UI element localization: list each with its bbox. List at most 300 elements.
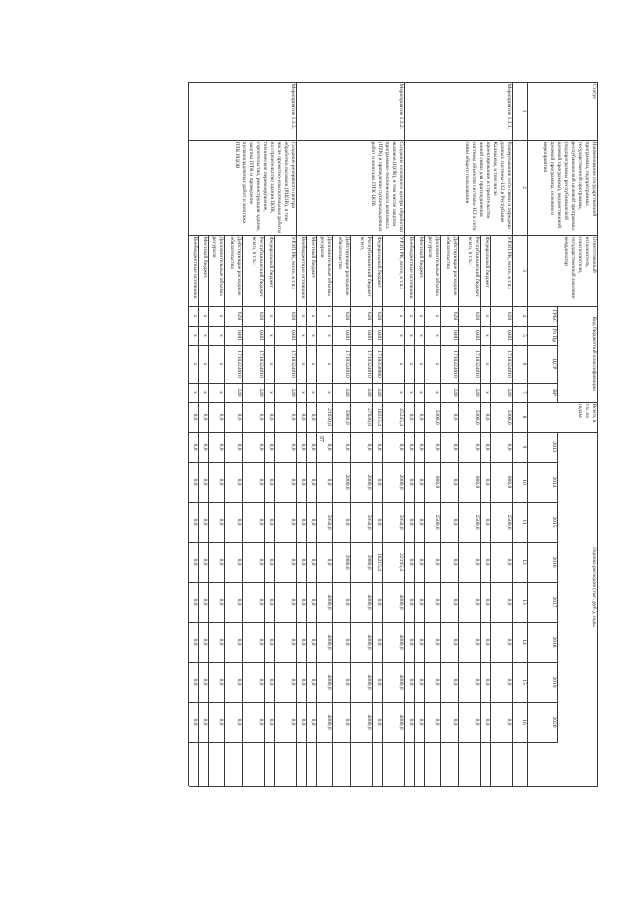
funding-source: Федеральный бюджет: [484, 236, 490, 288]
year-value: 0,0: [268, 518, 274, 526]
year-value: 0,0: [376, 518, 382, 526]
column-number-13: 13: [521, 599, 527, 605]
year-value: 0,0: [506, 718, 512, 726]
year-value: 0,0: [268, 678, 274, 686]
year-value: 4000,0: [366, 634, 372, 650]
column-number-2: 2: [521, 186, 527, 189]
year-header-2017: 2017: [551, 596, 557, 608]
year-value: 0,0: [192, 443, 198, 451]
year-value: 0,0: [268, 443, 274, 451]
estimate-header: Оценка расходов (тыс. руб.), годы: [591, 547, 597, 627]
year-value: 0,0: [344, 718, 350, 726]
funding-source: УРЗП РК, всего, в т.ч.:: [290, 236, 296, 290]
year-value: 0,0: [236, 598, 242, 606]
year-value: 0,0: [506, 558, 512, 566]
total-value: 3300,0: [506, 409, 512, 425]
year-value: 2500,0: [474, 514, 480, 530]
budget-table: [40, 82, 598, 882]
year-value: 0,0: [300, 678, 306, 686]
year-value: 0,0: [474, 638, 480, 646]
csr-cell: 1710324010: [506, 350, 512, 378]
rzpr-cell: х: [310, 334, 316, 337]
year-value: 0,0: [202, 518, 208, 526]
rzpr-cell: 0401: [236, 330, 242, 341]
column-number-4: 4: [521, 314, 527, 318]
year-header-2014: 2014: [551, 476, 557, 488]
funding-source: Местный бюджет: [418, 236, 424, 278]
year-value: 0,0: [452, 718, 458, 726]
year-value: 3980,0: [366, 554, 372, 570]
year-value: 0,0: [268, 718, 274, 726]
name-header: Наименование государственной программы, подпрограммы государственной программы, республиканской целевой программы (подпрограммы республиканской целевой программы), ведомственной целевой программы, основного мероприятия: [542, 141, 597, 230]
year-value: 0,0: [434, 598, 440, 606]
year-value: 0,0: [474, 678, 480, 686]
year-value: 0,0: [506, 598, 512, 606]
grbs-cell: х: [326, 314, 332, 318]
year-value: 0,0: [218, 443, 224, 451]
year-header-2019: 2019: [551, 676, 557, 688]
year-value: 0,0: [290, 718, 296, 726]
grbs-cell: х: [218, 314, 224, 318]
funding-source: Федеральный бюджет: [376, 236, 382, 288]
year-value: 2000,0: [366, 474, 372, 490]
rzpr-cell: х: [300, 334, 306, 337]
page-number: 97: [318, 436, 324, 442]
year-value: 18215,4: [376, 553, 382, 571]
year-value: 0,0: [202, 558, 208, 566]
measure-name: Развертывание сети связи и передачи данных системы-112 в Республике Калмыкия, в том числе проектирование и строительство линий связи для присоединения системы объектов системы-112 к сети связи общего пользования: [464, 141, 512, 231]
csr-cell: х: [418, 362, 424, 366]
year-value: 0,0: [310, 598, 316, 606]
csr-cell: 1710324010: [290, 350, 296, 378]
year-value: 0,0: [452, 678, 458, 686]
year-value: 0,0: [290, 443, 296, 451]
total-header: Всего, в т.ч. по годам:: [577, 403, 597, 423]
year-value: 0,0: [474, 558, 480, 566]
year-value: 0,0: [192, 518, 198, 526]
year-value: 2500,0: [506, 514, 512, 530]
rzpr-cell: 0401: [452, 330, 458, 341]
year-value: 0,0: [300, 638, 306, 646]
csr-header: ЦСР: [551, 358, 557, 370]
measure-name: Создание основного центра обработки вызовов (ЦОВ), в том числе закупка программно-технического комплекса (ПТК) и проведение пусконаладочных работ и монтажа ПТК ЦОВ: [370, 141, 404, 233]
year-value: 4000,0: [398, 594, 404, 610]
year-value: 4000,0: [366, 674, 372, 690]
vr-cell: х: [434, 391, 440, 394]
year-value: 0,0: [398, 443, 404, 451]
year-value: 0,0: [408, 518, 414, 526]
year-value: 0,0: [344, 638, 350, 646]
year-value: 0,0: [192, 638, 198, 646]
year-value: 0,0: [258, 598, 264, 606]
year-value: 0,0: [344, 678, 350, 686]
grbs-header: ГРБС: [551, 309, 557, 323]
column-number-1: 1: [521, 109, 527, 113]
grbs-cell: 628: [344, 311, 350, 321]
rzpr-cell: х: [418, 334, 424, 337]
year-value: 0,0: [474, 718, 480, 726]
year-value: 0,0: [408, 598, 414, 606]
year-value: 0,0: [434, 638, 440, 646]
csr-cell: 1710324010: [474, 350, 480, 378]
year-value: 0,0: [452, 478, 458, 486]
vr-cell: х: [310, 391, 316, 394]
year-value: 0,0: [434, 718, 440, 726]
funding-source: Дополнительные объемы ресурсов: [427, 236, 440, 296]
total-value: 0,0: [202, 413, 208, 421]
year-value: 0,0: [408, 443, 414, 451]
year-value: 4000,0: [326, 634, 332, 650]
vr-cell: 240: [344, 388, 350, 397]
year-value: 4000,0: [326, 714, 332, 730]
csr-cell: х: [326, 362, 332, 366]
year-value: 0,0: [452, 518, 458, 526]
year-value: 0,0: [310, 518, 316, 526]
year-value: 0,0: [376, 678, 382, 686]
csr-cell: х: [310, 362, 316, 366]
year-value: 0,0: [192, 678, 198, 686]
year-value: 0,0: [202, 678, 208, 686]
measure-name: Создание резервного центра обработки вызовов (РЦОВ), в том числе проектно-изыскательные работы на строительство здания ЦОВ, техническое перевооружение, строительство, реконструкция здания, закупка ПТК и проведение пусконаладочных работ и монтажа ПТК РЦОВ: [234, 141, 296, 234]
total-value: 0,0: [192, 413, 198, 421]
rzpr-cell: х: [434, 334, 440, 337]
year-value: 0,0: [418, 598, 424, 606]
grbs-cell: х: [202, 314, 208, 318]
year-value: 0,0: [484, 518, 490, 526]
year-header-2015: 2015: [551, 516, 557, 528]
year-value: 2500,0: [434, 514, 440, 530]
vr-cell: х: [408, 391, 414, 394]
year-value: 0,0: [484, 678, 490, 686]
year-value: 0,0: [290, 638, 296, 646]
year-value: 800,0: [434, 475, 440, 489]
funding-source: Действующие расходные обязательства: [229, 236, 242, 296]
year-value: 0,0: [376, 718, 382, 726]
year-value: 4000,0: [398, 714, 404, 730]
year-value: 0,0: [484, 558, 490, 566]
year-value: 0,0: [202, 638, 208, 646]
year-value: 0,0: [408, 558, 414, 566]
rzpr-cell: 0401: [344, 330, 350, 341]
year-value: 4000,0: [398, 634, 404, 650]
year-value: 0,0: [344, 518, 350, 526]
vr-cell: х: [326, 391, 332, 394]
year-value: 800,0: [506, 475, 512, 489]
rzpr-cell: 0401: [258, 330, 264, 341]
vr-cell: 240: [474, 388, 480, 397]
measure-status: Мероприятие 1.3.1.: [506, 83, 512, 129]
vr-cell: х: [268, 391, 274, 394]
rzpr-cell: 0401: [290, 330, 296, 341]
csr-cell: 1710324010: [452, 350, 458, 378]
rzpr-header: Рз Пр: [551, 328, 557, 343]
year-value: 0,0: [300, 598, 306, 606]
year-value: 0,0: [290, 598, 296, 606]
year-value: 0,0: [506, 638, 512, 646]
year-header-2013: 2013: [551, 441, 557, 453]
year-value: 0,0: [326, 558, 332, 566]
year-value: 0,0: [202, 598, 208, 606]
year-value: 0,0: [300, 518, 306, 526]
year-value: 0,0: [310, 443, 316, 451]
year-value: 4000,0: [326, 674, 332, 690]
grbs-cell: х: [268, 314, 274, 318]
year-value: 0,0: [218, 558, 224, 566]
year-value: 4000,0: [326, 594, 332, 610]
year-value: 0,0: [484, 443, 490, 451]
funding-source: Действующие расходные обязательства: [445, 236, 458, 296]
rzpr-cell: х: [398, 334, 404, 337]
grbs-cell: 628: [506, 311, 512, 321]
funding-source: Дополнительные объемы ресурсов: [319, 236, 332, 296]
year-value: 0,0: [344, 598, 350, 606]
total-value: 0,0: [452, 413, 458, 421]
year-value: 0,0: [300, 443, 306, 451]
csr-cell: 1710324010: [258, 350, 264, 378]
year-value: 0,0: [192, 558, 198, 566]
csr-cell: х: [268, 362, 274, 366]
year-header-2016: 2016: [551, 556, 557, 568]
year-value: 0,0: [192, 478, 198, 486]
vr-header: ВР: [551, 389, 557, 396]
grbs-cell: х: [310, 314, 316, 318]
year-value: 0,0: [376, 443, 382, 451]
funding-source: Местный бюджет: [202, 236, 208, 278]
total-value: 3300,0: [474, 409, 480, 425]
year-value: 0,0: [310, 678, 316, 686]
total-value: 18215,4: [376, 408, 382, 426]
csr-cell: х: [202, 362, 208, 366]
year-value: 0,0: [236, 518, 242, 526]
column-number-8: 8: [521, 415, 527, 419]
rzpr-cell: х: [268, 334, 274, 337]
year-value: 0,0: [484, 598, 490, 606]
year-value: 0,0: [326, 478, 332, 486]
year-value: 5050,0: [366, 514, 372, 530]
year-value: 0,0: [268, 638, 274, 646]
total-value: 0,0: [418, 413, 424, 421]
grbs-cell: х: [398, 314, 404, 318]
rzpr-cell: х: [192, 334, 198, 337]
year-value: 0,0: [310, 478, 316, 486]
year-value: 0,0: [418, 718, 424, 726]
measure-status: Мероприятие 1.3.3.: [290, 83, 296, 129]
measure-status: Мероприятие 1.3.2.: [398, 83, 404, 129]
year-value: 0,0: [366, 443, 372, 451]
year-value: 0,0: [258, 718, 264, 726]
year-value: 0,0: [202, 443, 208, 451]
year-value: 0,0: [418, 638, 424, 646]
year-value: 0,0: [218, 518, 224, 526]
vr-cell: 240: [452, 388, 458, 397]
year-value: 0,0: [192, 718, 198, 726]
year-value: 5050,0: [326, 514, 332, 530]
total-value: 0,0: [218, 413, 224, 421]
year-value: 0,0: [300, 558, 306, 566]
funding-source: Местный бюджет: [310, 236, 316, 278]
funding-source: Республиканский бюджет всего, в т.ч.:: [467, 236, 480, 297]
year-value: 0,0: [310, 558, 316, 566]
year-value: 0,0: [218, 598, 224, 606]
vr-cell: х: [300, 391, 306, 394]
year-value: 0,0: [452, 558, 458, 566]
year-value: 0,0: [418, 558, 424, 566]
rzpr-cell: 0401: [376, 330, 382, 341]
year-value: 0,0: [418, 443, 424, 451]
csr-cell: х: [218, 362, 224, 366]
year-value: 0,0: [236, 678, 242, 686]
year-value: 0,0: [202, 478, 208, 486]
year-value: 0,0: [268, 598, 274, 606]
year-value: 0,0: [218, 638, 224, 646]
year-value: 0,0: [310, 718, 316, 726]
year-value: 3980,0: [344, 554, 350, 570]
year-value: 0,0: [258, 558, 264, 566]
year-value: 800,0: [474, 475, 480, 489]
grbs-cell: 628: [258, 311, 264, 321]
vr-cell: х: [202, 391, 208, 394]
total-value: 0,0: [258, 413, 264, 421]
year-value: 0,0: [418, 678, 424, 686]
grbs-cell: 628: [236, 311, 242, 321]
grbs-cell: 628: [452, 311, 458, 321]
year-value: 4000,0: [366, 594, 372, 610]
year-value: 0,0: [268, 558, 274, 566]
year-value: 5050,0: [398, 514, 404, 530]
year-value: 0,0: [300, 718, 306, 726]
column-number-6: 6: [521, 362, 527, 366]
total-value: 0,0: [310, 413, 316, 421]
year-value: 4000,0: [398, 674, 404, 690]
year-value: 0,0: [268, 478, 274, 486]
year-value: 0,0: [434, 678, 440, 686]
year-value: 0,0: [344, 443, 350, 451]
year-value: 0,0: [236, 558, 242, 566]
grbs-cell: 628: [474, 311, 480, 321]
vr-cell: х: [192, 391, 198, 394]
year-value: 0,0: [236, 638, 242, 646]
responsible-header: Ответственный исполнитель, соисполнители, государственный заказчик-координатор: [563, 236, 597, 300]
year-value: 4000,0: [366, 714, 372, 730]
column-number-12: 12: [521, 559, 527, 565]
year-value: 0,0: [452, 443, 458, 451]
year-value: 0,0: [290, 678, 296, 686]
year-value: 0,0: [192, 598, 198, 606]
csr-cell: 1710324010: [236, 350, 242, 378]
funding-source: Республиканский бюджет всего,: [359, 236, 372, 297]
year-value: 2000,0: [398, 474, 404, 490]
year-value: 0,0: [408, 678, 414, 686]
year-value: 0,0: [218, 678, 224, 686]
status-header: Статус: [591, 83, 597, 100]
year-value: 0,0: [506, 443, 512, 451]
funding-source: Действующие расходные обязательства: [337, 236, 350, 296]
csr-cell: х: [434, 362, 440, 366]
year-value: 0,0: [484, 638, 490, 646]
vr-cell: 240: [506, 388, 512, 397]
total-value: 45245,4: [398, 408, 404, 426]
rzpr-cell: х: [408, 334, 414, 337]
year-value: 0,0: [290, 558, 296, 566]
grbs-cell: х: [300, 314, 306, 318]
year-value: 0,0: [258, 678, 264, 686]
vr-cell: х: [398, 391, 404, 394]
rzpr-cell: х: [218, 334, 224, 337]
vr-cell: 240: [366, 388, 372, 397]
year-value: 0,0: [300, 478, 306, 486]
rzpr-cell: 0401: [474, 330, 480, 341]
rzpr-cell: х: [202, 334, 208, 337]
year-value: 0,0: [258, 443, 264, 451]
year-value: 0,0: [506, 678, 512, 686]
grbs-cell: х: [408, 314, 414, 318]
grbs-cell: х: [192, 314, 198, 318]
vr-cell: х: [218, 391, 224, 394]
year-value: 0,0: [408, 478, 414, 486]
total-value: 0,0: [484, 413, 490, 421]
funding-source: Федеральный бюджет: [268, 236, 274, 288]
year-value: 0,0: [290, 478, 296, 486]
year-value: 0,0: [408, 638, 414, 646]
grbs-cell: х: [418, 314, 424, 318]
year-value: 0,0: [484, 478, 490, 486]
year-value: 0,0: [310, 638, 316, 646]
year-value: 0,0: [434, 443, 440, 451]
vr-cell: 240: [376, 388, 382, 397]
grbs-cell: х: [434, 314, 440, 318]
vr-cell: х: [418, 391, 424, 394]
total-value: 0,0: [290, 413, 296, 421]
grbs-cell: 628: [290, 311, 296, 321]
funding-source: Внебюджетные источники: [408, 236, 414, 299]
csr-cell: 1710324010: [366, 350, 372, 378]
year-value: 22195,4: [398, 553, 404, 571]
year-value: 0,0: [258, 518, 264, 526]
year-value: 0,0: [418, 478, 424, 486]
funding-source: Дополнительные объемы ресурсов: [211, 236, 224, 296]
year-value: 0,0: [218, 718, 224, 726]
year-value: 0,0: [258, 478, 264, 486]
year-header-2020: 2020: [551, 716, 557, 728]
year-value: 0,0: [452, 638, 458, 646]
column-number-5: 5: [521, 334, 527, 337]
vr-cell: 240: [236, 388, 242, 397]
csr-cell: х: [192, 362, 198, 366]
grbs-cell: х: [484, 314, 490, 318]
funding-source: УРЗП РК, всего, в т.ч.:: [398, 236, 404, 290]
total-value: 3300,0: [434, 409, 440, 425]
column-number-7: 7: [521, 391, 527, 394]
total-value: 0,0: [408, 413, 414, 421]
year-value: 0,0: [418, 518, 424, 526]
year-value: 0,0: [376, 478, 382, 486]
funding-source: Республиканский бюджет всего, в т.ч.:: [251, 236, 264, 297]
funding-source: УРЗП РК, всего, в т.ч.:: [506, 236, 512, 290]
year-value: 0,0: [376, 598, 382, 606]
year-value: 0,0: [434, 558, 440, 566]
csr-cell: 1710324010: [344, 350, 350, 378]
year-value: 0,0: [236, 478, 242, 486]
year-value: 0,0: [290, 518, 296, 526]
year-value: 0,0: [452, 598, 458, 606]
vr-cell: 240: [258, 388, 264, 397]
year-value: 0,0: [326, 443, 332, 451]
total-value: 5980,0: [344, 409, 350, 425]
vr-cell: 240: [290, 388, 296, 397]
funding-source: Внебюджетные источники: [300, 236, 306, 299]
column-number-15: 15: [521, 679, 527, 685]
csr-cell: х: [484, 362, 490, 366]
